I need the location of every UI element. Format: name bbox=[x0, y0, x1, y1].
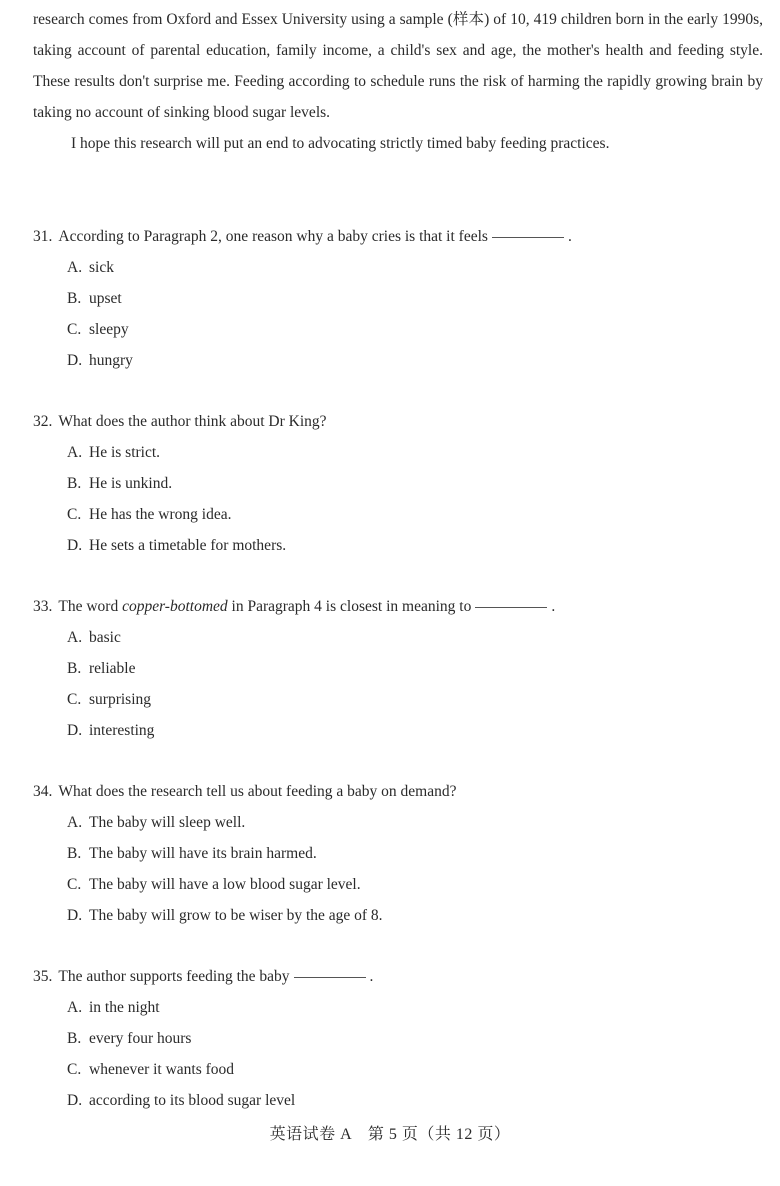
option-b: B. He is unkind. bbox=[67, 475, 173, 492]
option-d: D. The baby will grow to be wiser by the age of 8. bbox=[67, 907, 383, 924]
option-d: D. He sets a timetable for mothers. bbox=[67, 537, 287, 554]
question-stem: 34. What does the research tell us about feeding a baby on demand? bbox=[33, 776, 763, 807]
option-d: D. interesting bbox=[67, 722, 155, 739]
question-number: 31. bbox=[33, 228, 53, 245]
option-c: C. surprising bbox=[67, 691, 151, 708]
option-c: C. sleepy bbox=[67, 321, 129, 338]
question-31 bbox=[33, 221, 763, 376]
option-a: A. in the night bbox=[67, 999, 160, 1016]
option-c: C. The baby will have a low blood sugar level. bbox=[67, 876, 361, 893]
question-number: 34. bbox=[33, 783, 53, 800]
option-b: B. The baby will have its brain harmed. bbox=[67, 845, 317, 862]
option-d: D. according to its blood sugar level bbox=[67, 1092, 296, 1109]
option-b: B. every four hours bbox=[67, 1030, 192, 1047]
answer-blank bbox=[492, 237, 564, 238]
option-a: A. basic bbox=[67, 629, 121, 646]
passage-paragraph-1: research comes from Oxford and Essex University using a sample (样本) of 10, 419 children born in the early 1990s, taking account of parental education, family income, a child's sex and age, the mother's health and feeding style. These results don't surprise me. Feeding according to schedule runs the risk of harming the rapidly growing brain by taking no account of sinking blood sugar levels. bbox=[33, 11, 763, 121]
answer-blank bbox=[475, 607, 547, 608]
option-d: D. hungry bbox=[67, 352, 133, 369]
question-stem: 31. According to Paragraph 2, one reason why a baby cries is that it feels . bbox=[33, 221, 763, 252]
question-35 bbox=[33, 961, 763, 1116]
question-32 bbox=[33, 406, 763, 561]
option-a: A. sick bbox=[67, 259, 114, 276]
option-a: A. The baby will sleep well. bbox=[67, 814, 246, 831]
option-a: A. He is strict. bbox=[67, 444, 161, 461]
question-stem: 32. What does the author think about Dr King? bbox=[33, 406, 763, 437]
option-c: C. whenever it wants food bbox=[67, 1061, 235, 1078]
question-34 bbox=[33, 776, 763, 931]
question-number: 33. bbox=[33, 598, 53, 615]
question-number: 35. bbox=[33, 968, 53, 985]
option-c: C. He has the wrong idea. bbox=[67, 506, 232, 523]
question-number: 32. bbox=[33, 413, 53, 430]
question-stem: 33. The word copper-bottomed in Paragraph 4 is closest in meaning to . bbox=[33, 591, 763, 622]
answer-blank bbox=[294, 977, 366, 978]
page-footer: 英语试卷 A 第 5 页（共 12 页） bbox=[269, 1126, 511, 1143]
question-stem: 35. The author supports feeding the baby . bbox=[33, 961, 763, 992]
passage-paragraph-2: I hope this research will put an end to advocating strictly timed baby feeding practices. bbox=[71, 135, 610, 152]
question-33 bbox=[33, 591, 763, 746]
option-b: B. reliable bbox=[67, 660, 136, 677]
reading-passage bbox=[33, 4, 763, 159]
option-b: B. upset bbox=[67, 290, 122, 307]
